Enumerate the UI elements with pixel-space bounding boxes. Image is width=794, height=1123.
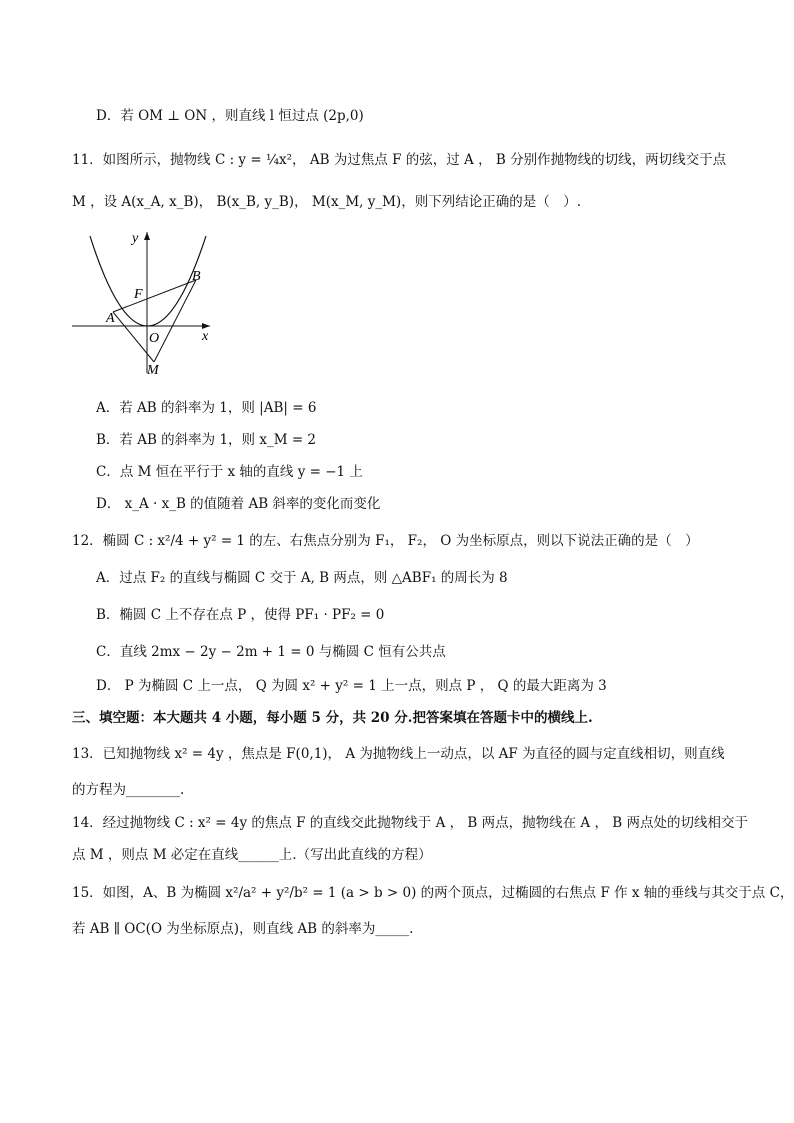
label-b: B [192,269,201,284]
q13-line2: 的方程为________. [72,782,185,798]
tangent-a [113,312,154,362]
q10-option-d: D．若 OM ⊥ ON ，则直线 l 恒过点 (2p,0) [96,108,364,124]
q14-line2: 点 M ，则点 M 必定在直线______上.（写出此直线的方程） [72,847,432,863]
q12-option-c: C．直线 2mx − 2y − 2m + 1 = 0 与椭圆 C 恒有公共点 [96,644,446,660]
label-y: y [132,231,139,246]
q12-option-a: A．过点 F₂ 的直线与椭圆 C 交于 A, B 两点，则 △ABF₁ 的周长为 8 [96,570,508,586]
parabola-figure [68,228,218,378]
q11-stem-line2: M ，设 A(x_A, x_B)， B(x_B, y_B)， M(x_M, y_M)，则下列结论正确的是（ ）. [72,194,581,210]
q11-option-d: D． x_A · x_B 的值随着 AB 斜率的变化而变化 [96,496,381,512]
q11-option-c: C．点 M 恒在平行于 x 轴的直线 y = −1 上 [96,464,363,480]
label-a: A [106,311,115,326]
y-axis-arrow-icon [144,232,150,240]
q11-stem-line1: 11．如图所示，抛物线 C : y = ¼x²， AB 为过焦点 F 的弦，过 A ， B 分别作抛物线的切线，两切线交于点 [72,152,727,168]
q15-line2: 若 AB ∥ OC(O 为坐标原点)，则直线 AB 的斜率为_____. [72,921,414,937]
q11-option-b: B．若 AB 的斜率为 1，则 x_M = 2 [96,432,317,448]
q12-stem: 12．椭圆 C : x²/4 + y² = 1 的左、右焦点分别为 F₁， F₂， O 为坐标原点，则以下说法正确的是（ ） [72,533,699,549]
section-3-heading: 三、填空题：本大题共 4 小题，每小题 5 分，共 20 分.把答案填在答题卡中的横线上. [72,710,593,726]
label-m: M [147,363,159,378]
chord-ab [113,280,196,312]
q12-option-d: D． P 为椭圆 C 上一点， Q 为圆 x² + y² = 1 上一点，则点 P ， Q 的最大距离为 3 [96,678,607,694]
label-o: O [149,331,160,346]
q14-line1: 14．经过抛物线 C : x² = 4y 的焦点 F 的直线交此抛物线于 A ， B 两点，抛物线在 A ， B 两点处的切线相交于 [72,815,748,831]
label-x: x [202,329,209,344]
q12-option-b: B．椭圆 C 上不存在点 P ，使得 PF₁ · PF₂ = 0 [96,607,385,623]
label-f: F [134,287,143,302]
q11-option-a: A．若 AB 的斜率为 1，则 |AB| = 6 [96,400,317,416]
q15-line1: 15．如图，A、B 为椭圆 x²/a² + y²/b² = 1 (a > b > 0) 的两个顶点，过椭圆的右焦点 F 作 x 轴的垂线与其交于点 C， [72,885,794,901]
q13-line1: 13．已知抛物线 x² = 4y ，焦点是 F(0,1)， A 为抛物线上一动点，以 AF 为直径的圆与定直线相切，则直线 [72,746,725,762]
